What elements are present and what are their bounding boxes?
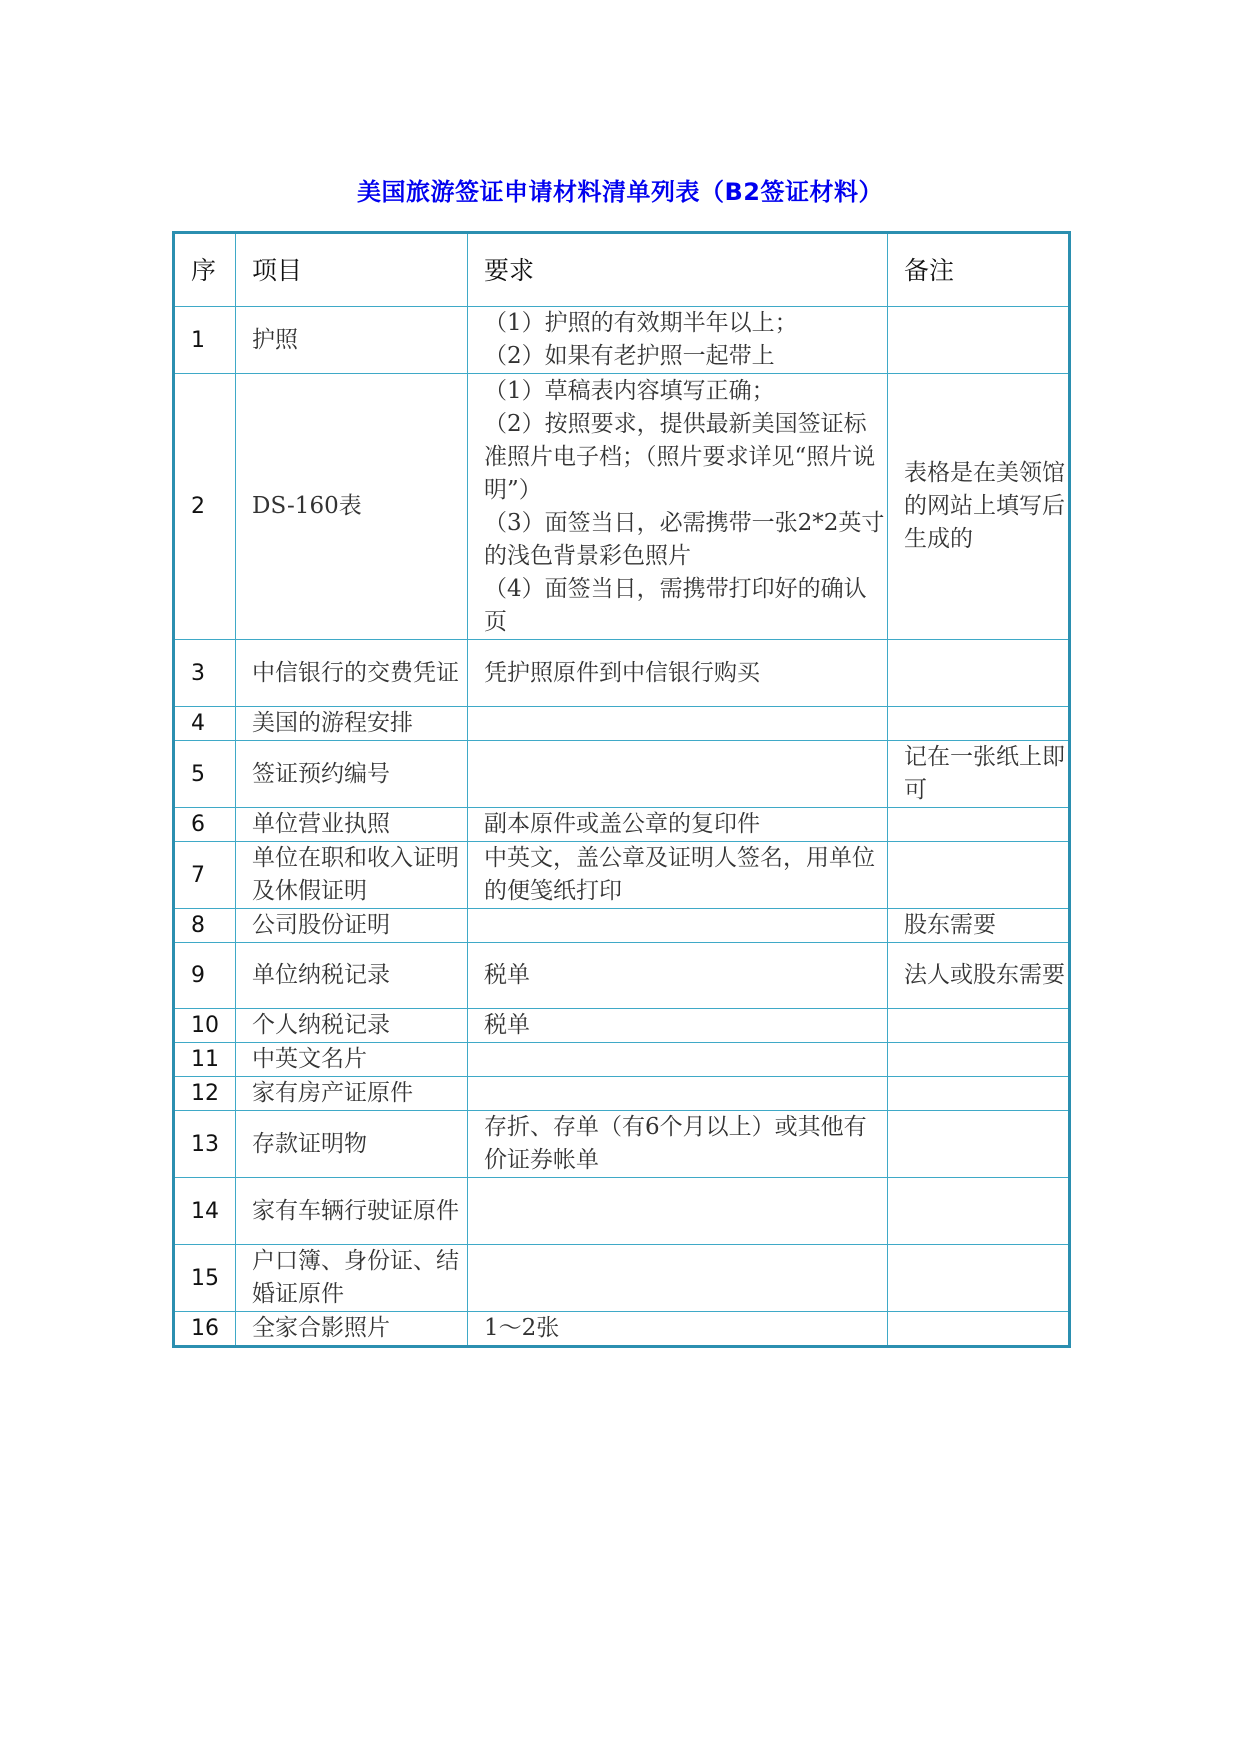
table-header-row: [174, 233, 1070, 307]
note-cell: [888, 1245, 1070, 1312]
requirement-cell: [468, 1077, 888, 1111]
item-cell: 签证预约编号: [236, 741, 468, 808]
item-cell: 个人纳税记录: [236, 1009, 468, 1043]
table-row: [174, 1043, 1070, 1077]
row-number: 1: [174, 307, 236, 374]
item-cell: DS-160表: [236, 374, 468, 640]
row-number: 8: [174, 909, 236, 943]
requirement-cell: （1）护照的有效期半年以上； （2）如果有老护照一起带上: [468, 307, 888, 374]
row-number: 14: [174, 1178, 236, 1245]
materials-table: [172, 231, 1071, 1348]
item-cell: 单位营业执照: [236, 808, 468, 842]
note-cell: [888, 1009, 1070, 1043]
item-cell: 中英文名片: [236, 1043, 468, 1077]
requirement-cell: 副本原件或盖公章的复印件: [468, 808, 888, 842]
note-cell: 表格是在美领馆的网站上填写后生成的: [888, 374, 1070, 640]
item-cell: 户口簿、身份证、结婚证原件: [236, 1245, 468, 1312]
table-row: [174, 640, 1070, 707]
table-row: [174, 307, 1070, 374]
note-cell: [888, 1312, 1070, 1347]
header-item: 项目: [236, 233, 468, 307]
note-cell: 记在一张纸上即可: [888, 741, 1070, 808]
item-cell: 全家合影照片: [236, 1312, 468, 1347]
row-number: 9: [174, 943, 236, 1009]
table-row: [174, 1077, 1070, 1111]
item-cell: 家有车辆行驶证原件: [236, 1178, 468, 1245]
table-row: [174, 1312, 1070, 1347]
header-note: 备注: [888, 233, 1070, 307]
table-row: [174, 1245, 1070, 1312]
item-cell: 存款证明物: [236, 1111, 468, 1178]
requirement-cell: 税单: [468, 943, 888, 1009]
row-number: 3: [174, 640, 236, 707]
note-cell: [888, 1043, 1070, 1077]
requirement-cell: 1～2张: [468, 1312, 888, 1347]
table-row: [174, 842, 1070, 909]
note-cell: [888, 1178, 1070, 1245]
row-number: 15: [174, 1245, 236, 1312]
table-row: [174, 1009, 1070, 1043]
item-cell: 护照: [236, 307, 468, 374]
item-cell: 中信银行的交费凭证: [236, 640, 468, 707]
note-cell: 法人或股东需要: [888, 943, 1070, 1009]
header-requirement: 要求: [468, 233, 888, 307]
note-cell: [888, 1077, 1070, 1111]
row-number: 4: [174, 707, 236, 741]
requirement-cell: 存折、存单（有6个月以上）或其他有价证券帐单: [468, 1111, 888, 1178]
item-cell: 家有房产证原件: [236, 1077, 468, 1111]
row-number: 7: [174, 842, 236, 909]
row-number: 13: [174, 1111, 236, 1178]
row-number: 12: [174, 1077, 236, 1111]
row-number: 11: [174, 1043, 236, 1077]
table-row: [174, 707, 1070, 741]
requirement-cell: [468, 1043, 888, 1077]
requirement-cell: 中英文，盖公章及证明人签名，用单位的便笺纸打印: [468, 842, 888, 909]
requirement-cell: [468, 909, 888, 943]
requirement-cell: 凭护照原件到中信银行购买: [468, 640, 888, 707]
table-body: [174, 307, 1070, 1347]
note-cell: [888, 307, 1070, 374]
header-no: 序: [174, 233, 236, 307]
requirement-cell: （1）草稿表内容填写正确； （2）按照要求，提供最新美国签证标准照片电子档；（照片要求详见“照片说明”） （3）面签当日，必需携带一张2*2英寸的浅色背景彩色照片 （4）面签当日，需携带打印好的确认页: [468, 374, 888, 640]
table-row: [174, 808, 1070, 842]
note-cell: [888, 640, 1070, 707]
table-row: [174, 1111, 1070, 1178]
table-row: [174, 741, 1070, 808]
item-cell: 单位纳税记录: [236, 943, 468, 1009]
requirement-cell: 税单: [468, 1009, 888, 1043]
item-cell: 公司股份证明: [236, 909, 468, 943]
note-cell: [888, 808, 1070, 842]
table-row: [174, 1178, 1070, 1245]
requirement-cell: [468, 1245, 888, 1312]
row-number: 2: [174, 374, 236, 640]
document-title: 美国旅游签证申请材料清单列表（B2签证材料）: [357, 178, 883, 206]
item-cell: 美国的游程安排: [236, 707, 468, 741]
requirement-cell: [468, 1178, 888, 1245]
row-number: 16: [174, 1312, 236, 1347]
note-cell: [888, 707, 1070, 741]
row-number: 10: [174, 1009, 236, 1043]
requirement-cell: [468, 707, 888, 741]
table-row: [174, 943, 1070, 1009]
item-cell: 单位在职和收入证明及休假证明: [236, 842, 468, 909]
requirement-cell: [468, 741, 888, 808]
note-cell: [888, 1111, 1070, 1178]
row-number: 6: [174, 808, 236, 842]
table-row: [174, 909, 1070, 943]
table-row: [174, 374, 1070, 640]
note-cell: 股东需要: [888, 909, 1070, 943]
row-number: 5: [174, 741, 236, 808]
note-cell: [888, 842, 1070, 909]
